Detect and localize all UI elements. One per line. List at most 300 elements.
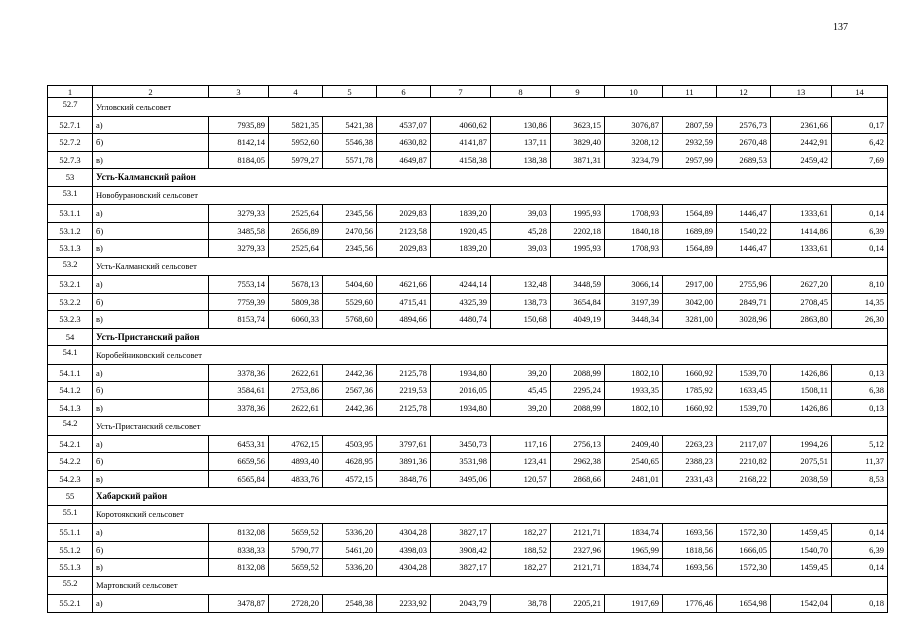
value-cell: 1965,99 xyxy=(605,541,663,559)
value-cell: 1459,45 xyxy=(771,524,832,542)
value-cell: 0,14 xyxy=(832,559,888,577)
value-cell: 8132,08 xyxy=(209,524,269,542)
value-cell: 0,14 xyxy=(832,205,888,223)
row-id: 54.2.3 xyxy=(48,470,93,488)
value-cell: 0,18 xyxy=(832,595,888,613)
value-cell: 2088,99 xyxy=(551,399,605,417)
value-cell: 3378,36 xyxy=(209,399,269,417)
table-row xyxy=(48,116,888,134)
value-cell: 4325,39 xyxy=(431,293,491,311)
value-cell: 5952,60 xyxy=(269,134,323,152)
value-cell: 5,12 xyxy=(832,435,888,453)
value-cell: 0,17 xyxy=(832,116,888,134)
value-cell: 1994,26 xyxy=(771,435,832,453)
value-cell: 2388,23 xyxy=(663,453,717,471)
value-cell: 3871,31 xyxy=(551,151,605,169)
value-cell: 2125,78 xyxy=(377,364,431,382)
row-id: 55.1.1 xyxy=(48,524,93,542)
value-cell: 1776,46 xyxy=(663,595,717,613)
value-cell: 1840,18 xyxy=(605,222,663,240)
value-cell: 1693,56 xyxy=(663,559,717,577)
value-cell: 2442,36 xyxy=(323,399,377,417)
value-cell: 2525,64 xyxy=(269,205,323,223)
value-cell: 2567,36 xyxy=(323,382,377,400)
value-cell: 3066,14 xyxy=(605,276,663,294)
value-cell: 3281,00 xyxy=(663,311,717,329)
variant-label: а) xyxy=(93,116,209,134)
value-cell: 1689,89 xyxy=(663,222,717,240)
council-row xyxy=(48,257,888,276)
value-cell: 2075,51 xyxy=(771,453,832,471)
value-cell: 38,78 xyxy=(491,595,551,613)
value-cell: 3891,36 xyxy=(377,453,431,471)
table-row xyxy=(48,453,888,471)
value-cell: 2459,42 xyxy=(771,151,832,169)
value-cell: 6453,31 xyxy=(209,435,269,453)
variant-label: в) xyxy=(93,311,209,329)
value-cell: 1785,92 xyxy=(663,382,717,400)
council-name: Коробейниковский сельсовет xyxy=(93,346,888,365)
value-cell: 1660,92 xyxy=(663,364,717,382)
value-cell: 1708,93 xyxy=(605,205,663,223)
row-id: 53.2.2 xyxy=(48,293,93,311)
value-cell: 3908,42 xyxy=(431,541,491,559)
table-row xyxy=(48,205,888,223)
value-cell: 4628,95 xyxy=(323,453,377,471)
header-row xyxy=(48,86,888,98)
value-cell: 4158,38 xyxy=(431,151,491,169)
value-cell: 2442,36 xyxy=(323,364,377,382)
value-cell: 1802,10 xyxy=(605,364,663,382)
council-name: Угловский сельсовет xyxy=(93,98,888,117)
value-cell: 2331,43 xyxy=(663,470,717,488)
value-cell: 4833,76 xyxy=(269,470,323,488)
value-cell: 5546,38 xyxy=(323,134,377,152)
value-cell: 6060,33 xyxy=(269,311,323,329)
value-cell: 6659,56 xyxy=(209,453,269,471)
value-cell: 1426,86 xyxy=(771,399,832,417)
value-cell: 1542,04 xyxy=(771,595,832,613)
value-cell: 3848,76 xyxy=(377,470,431,488)
value-cell: 2123,58 xyxy=(377,222,431,240)
value-cell: 1654,98 xyxy=(717,595,771,613)
value-cell: 3829,40 xyxy=(551,134,605,152)
value-cell: 2029,83 xyxy=(377,205,431,223)
value-cell: 5768,60 xyxy=(323,311,377,329)
value-cell: 2548,38 xyxy=(323,595,377,613)
value-cell: 4572,15 xyxy=(323,470,377,488)
row-id: 54.1.3 xyxy=(48,399,93,417)
table-row xyxy=(48,240,888,258)
value-cell: 117,16 xyxy=(491,435,551,453)
table-row xyxy=(48,134,888,152)
value-cell: 2756,13 xyxy=(551,435,605,453)
variant-label: а) xyxy=(93,435,209,453)
value-cell: 6565,84 xyxy=(209,470,269,488)
row-id: 54.1 xyxy=(48,346,93,365)
value-cell: 1917,69 xyxy=(605,595,663,613)
value-cell: 2168,22 xyxy=(717,470,771,488)
value-cell: 2117,07 xyxy=(717,435,771,453)
row-id: 53.1.1 xyxy=(48,205,93,223)
value-cell: 1540,70 xyxy=(771,541,832,559)
council-row xyxy=(48,417,888,436)
table-row xyxy=(48,222,888,240)
value-cell: 14,35 xyxy=(832,293,888,311)
column-header-1: 1 xyxy=(48,86,93,98)
value-cell: 1660,92 xyxy=(663,399,717,417)
column-header-5: 5 xyxy=(323,86,377,98)
value-cell: 2957,99 xyxy=(663,151,717,169)
value-cell: 188,52 xyxy=(491,541,551,559)
value-cell: 2670,48 xyxy=(717,134,771,152)
variant-label: в) xyxy=(93,240,209,258)
value-cell: 3797,61 xyxy=(377,435,431,453)
row-id: 52.7.3 xyxy=(48,151,93,169)
column-header-3: 3 xyxy=(209,86,269,98)
value-cell: 5336,20 xyxy=(323,524,377,542)
value-cell: 2807,59 xyxy=(663,116,717,134)
value-cell: 0,14 xyxy=(832,240,888,258)
value-cell: 2442,91 xyxy=(771,134,832,152)
value-cell: 2753,86 xyxy=(269,382,323,400)
value-cell: 5790,77 xyxy=(269,541,323,559)
value-cell: 2327,96 xyxy=(551,541,605,559)
value-cell: 2043,79 xyxy=(431,595,491,613)
council-row xyxy=(48,98,888,117)
value-cell: 1459,45 xyxy=(771,559,832,577)
variant-label: в) xyxy=(93,559,209,577)
table-row xyxy=(48,276,888,294)
variant-label: в) xyxy=(93,470,209,488)
value-cell: 1666,05 xyxy=(717,541,771,559)
value-cell: 5659,52 xyxy=(269,524,323,542)
variant-label: а) xyxy=(93,276,209,294)
variant-label: б) xyxy=(93,222,209,240)
value-cell: 1708,93 xyxy=(605,240,663,258)
row-id: 52.7.1 xyxy=(48,116,93,134)
value-cell: 2121,71 xyxy=(551,559,605,577)
value-cell: 1839,20 xyxy=(431,205,491,223)
row-id: 55.1.3 xyxy=(48,559,93,577)
table-row xyxy=(48,399,888,417)
table-row xyxy=(48,151,888,169)
value-cell: 26,30 xyxy=(832,311,888,329)
value-cell: 3279,33 xyxy=(209,240,269,258)
value-cell: 3827,17 xyxy=(431,524,491,542)
value-cell: 8153,74 xyxy=(209,311,269,329)
value-cell: 123,41 xyxy=(491,453,551,471)
row-id: 55.1.2 xyxy=(48,541,93,559)
table-row xyxy=(48,559,888,577)
value-cell: 8,10 xyxy=(832,276,888,294)
column-header-12: 12 xyxy=(717,86,771,98)
value-cell: 1920,45 xyxy=(431,222,491,240)
value-cell: 45,45 xyxy=(491,382,551,400)
value-cell: 1633,45 xyxy=(717,382,771,400)
value-cell: 130,86 xyxy=(491,116,551,134)
district-row xyxy=(48,169,888,187)
row-id: 54.2 xyxy=(48,417,93,436)
value-cell: 1539,70 xyxy=(717,364,771,382)
value-cell: 1508,11 xyxy=(771,382,832,400)
value-cell: 3197,39 xyxy=(605,293,663,311)
value-cell: 2361,66 xyxy=(771,116,832,134)
column-header-14: 14 xyxy=(832,86,888,98)
value-cell: 2622,61 xyxy=(269,399,323,417)
value-cell: 4537,07 xyxy=(377,116,431,134)
value-cell: 1995,93 xyxy=(551,240,605,258)
value-cell: 39,03 xyxy=(491,240,551,258)
value-cell: 2962,38 xyxy=(551,453,605,471)
value-cell: 0,13 xyxy=(832,399,888,417)
row-id: 55.2.1 xyxy=(48,595,93,613)
column-header-2: 2 xyxy=(93,86,209,98)
value-cell: 2622,61 xyxy=(269,364,323,382)
value-cell: 6,39 xyxy=(832,222,888,240)
value-cell: 4649,87 xyxy=(377,151,431,169)
value-cell: 5979,27 xyxy=(269,151,323,169)
district-row xyxy=(48,488,888,506)
row-id: 52.7 xyxy=(48,98,93,117)
value-cell: 7553,14 xyxy=(209,276,269,294)
value-cell: 120,57 xyxy=(491,470,551,488)
row-id: 54.2.2 xyxy=(48,453,93,471)
value-cell: 4244,14 xyxy=(431,276,491,294)
page-number: 137 xyxy=(833,22,848,33)
row-id: 55.1 xyxy=(48,505,93,524)
value-cell: 2525,64 xyxy=(269,240,323,258)
district-name: Усть-Пристанский район xyxy=(93,328,888,346)
value-cell: 8338,33 xyxy=(209,541,269,559)
value-cell: 3042,00 xyxy=(663,293,717,311)
council-name: Усть-Пристанский сельсовет xyxy=(93,417,888,436)
value-cell: 3654,84 xyxy=(551,293,605,311)
value-cell: 1446,47 xyxy=(717,240,771,258)
row-id: 55.2 xyxy=(48,576,93,595)
value-cell: 2576,73 xyxy=(717,116,771,134)
value-cell: 1564,89 xyxy=(663,240,717,258)
value-cell: 1839,20 xyxy=(431,240,491,258)
table-body xyxy=(48,86,888,613)
value-cell: 2689,53 xyxy=(717,151,771,169)
value-cell: 45,28 xyxy=(491,222,551,240)
value-cell: 3450,73 xyxy=(431,435,491,453)
variant-label: а) xyxy=(93,364,209,382)
value-cell: 2868,66 xyxy=(551,470,605,488)
variant-label: б) xyxy=(93,134,209,152)
value-cell: 4715,41 xyxy=(377,293,431,311)
value-cell: 5404,60 xyxy=(323,276,377,294)
value-cell: 1333,61 xyxy=(771,205,832,223)
value-cell: 5659,52 xyxy=(269,559,323,577)
value-cell: 4894,66 xyxy=(377,311,431,329)
council-row xyxy=(48,346,888,365)
value-cell: 4304,28 xyxy=(377,524,431,542)
council-row xyxy=(48,505,888,524)
value-cell: 2627,20 xyxy=(771,276,832,294)
value-cell: 39,20 xyxy=(491,399,551,417)
value-cell: 1539,70 xyxy=(717,399,771,417)
council-name: Усть-Калманский сельсовет xyxy=(93,257,888,276)
value-cell: 2295,24 xyxy=(551,382,605,400)
row-id: 54.1.2 xyxy=(48,382,93,400)
value-cell: 1414,86 xyxy=(771,222,832,240)
column-header-4: 4 xyxy=(269,86,323,98)
value-cell: 1934,80 xyxy=(431,399,491,417)
value-cell: 2016,05 xyxy=(431,382,491,400)
column-header-10: 10 xyxy=(605,86,663,98)
value-cell: 5461,20 xyxy=(323,541,377,559)
row-id: 53.1.2 xyxy=(48,222,93,240)
value-cell: 150,68 xyxy=(491,311,551,329)
value-cell: 2540,65 xyxy=(605,453,663,471)
value-cell: 1802,10 xyxy=(605,399,663,417)
table-row xyxy=(48,541,888,559)
value-cell: 4060,62 xyxy=(431,116,491,134)
column-header-9: 9 xyxy=(551,86,605,98)
row-id: 53.2.3 xyxy=(48,311,93,329)
row-id: 53.2.1 xyxy=(48,276,93,294)
value-cell: 3531,98 xyxy=(431,453,491,471)
row-id: 52.7.2 xyxy=(48,134,93,152)
value-cell: 1934,80 xyxy=(431,364,491,382)
value-cell: 2409,40 xyxy=(605,435,663,453)
table-row xyxy=(48,524,888,542)
value-cell: 8142,14 xyxy=(209,134,269,152)
value-cell: 1572,30 xyxy=(717,559,771,577)
value-cell: 4621,66 xyxy=(377,276,431,294)
value-cell: 182,27 xyxy=(491,524,551,542)
value-cell: 2263,23 xyxy=(663,435,717,453)
value-cell: 137,11 xyxy=(491,134,551,152)
value-cell: 8132,08 xyxy=(209,559,269,577)
district-name: Усть-Калманский район xyxy=(93,169,888,187)
value-cell: 5678,13 xyxy=(269,276,323,294)
row-id: 53.1 xyxy=(48,186,93,205)
value-cell: 7935,89 xyxy=(209,116,269,134)
value-cell: 1995,93 xyxy=(551,205,605,223)
value-cell: 6,42 xyxy=(832,134,888,152)
table-row xyxy=(48,435,888,453)
council-row xyxy=(48,576,888,595)
value-cell: 6,39 xyxy=(832,541,888,559)
value-cell: 5336,20 xyxy=(323,559,377,577)
value-cell: 2470,56 xyxy=(323,222,377,240)
column-header-6: 6 xyxy=(377,86,431,98)
value-cell: 4304,28 xyxy=(377,559,431,577)
value-cell: 7,69 xyxy=(832,151,888,169)
value-cell: 2932,59 xyxy=(663,134,717,152)
value-cell: 11,37 xyxy=(832,453,888,471)
data-table xyxy=(47,85,888,613)
value-cell: 3623,15 xyxy=(551,116,605,134)
value-cell: 2849,71 xyxy=(717,293,771,311)
council-name: Новобурановский сельсовет xyxy=(93,186,888,205)
value-cell: 2088,99 xyxy=(551,364,605,382)
value-cell: 2125,78 xyxy=(377,399,431,417)
table-row xyxy=(48,595,888,613)
value-cell: 132,48 xyxy=(491,276,551,294)
variant-label: а) xyxy=(93,524,209,542)
value-cell: 1564,89 xyxy=(663,205,717,223)
value-cell: 2708,45 xyxy=(771,293,832,311)
variant-label: б) xyxy=(93,382,209,400)
district-row xyxy=(48,328,888,346)
value-cell: 2345,56 xyxy=(323,205,377,223)
row-id: 53 xyxy=(48,169,93,187)
value-cell: 7759,39 xyxy=(209,293,269,311)
variant-label: в) xyxy=(93,399,209,417)
value-cell: 2755,96 xyxy=(717,276,771,294)
row-id: 54.2.1 xyxy=(48,435,93,453)
row-id: 55 xyxy=(48,488,93,506)
value-cell: 1333,61 xyxy=(771,240,832,258)
value-cell: 5821,35 xyxy=(269,116,323,134)
value-cell: 3495,06 xyxy=(431,470,491,488)
value-cell: 3827,17 xyxy=(431,559,491,577)
value-cell: 4503,95 xyxy=(323,435,377,453)
value-cell: 1834,74 xyxy=(605,524,663,542)
table-row xyxy=(48,311,888,329)
value-cell: 2345,56 xyxy=(323,240,377,258)
value-cell: 2233,92 xyxy=(377,595,431,613)
value-cell: 2219,53 xyxy=(377,382,431,400)
value-cell: 4398,03 xyxy=(377,541,431,559)
row-id: 53.1.3 xyxy=(48,240,93,258)
value-cell: 6,38 xyxy=(832,382,888,400)
value-cell: 1540,22 xyxy=(717,222,771,240)
column-header-11: 11 xyxy=(663,86,717,98)
variant-label: а) xyxy=(93,595,209,613)
value-cell: 0,14 xyxy=(832,524,888,542)
value-cell: 2917,00 xyxy=(663,276,717,294)
value-cell: 1572,30 xyxy=(717,524,771,542)
value-cell: 1818,56 xyxy=(663,541,717,559)
variant-label: б) xyxy=(93,293,209,311)
value-cell: 8184,05 xyxy=(209,151,269,169)
council-name: Мартовский сельсовет xyxy=(93,576,888,595)
value-cell: 1446,47 xyxy=(717,205,771,223)
row-id: 53.2 xyxy=(48,257,93,276)
value-cell: 3208,12 xyxy=(605,134,663,152)
value-cell: 1693,56 xyxy=(663,524,717,542)
value-cell: 2205,21 xyxy=(551,595,605,613)
value-cell: 5809,38 xyxy=(269,293,323,311)
column-header-8: 8 xyxy=(491,86,551,98)
value-cell: 3448,59 xyxy=(551,276,605,294)
variant-label: б) xyxy=(93,453,209,471)
value-cell: 2202,18 xyxy=(551,222,605,240)
variant-label: б) xyxy=(93,541,209,559)
value-cell: 4049,19 xyxy=(551,311,605,329)
value-cell: 3448,34 xyxy=(605,311,663,329)
table-row xyxy=(48,382,888,400)
value-cell: 3076,87 xyxy=(605,116,663,134)
value-cell: 138,73 xyxy=(491,293,551,311)
value-cell: 1426,86 xyxy=(771,364,832,382)
variant-label: а) xyxy=(93,205,209,223)
row-id: 54 xyxy=(48,328,93,346)
value-cell: 3378,36 xyxy=(209,364,269,382)
value-cell: 3485,58 xyxy=(209,222,269,240)
value-cell: 1834,74 xyxy=(605,559,663,577)
value-cell: 3234,79 xyxy=(605,151,663,169)
value-cell: 1933,35 xyxy=(605,382,663,400)
value-cell: 8,53 xyxy=(832,470,888,488)
column-header-7: 7 xyxy=(431,86,491,98)
council-row xyxy=(48,186,888,205)
